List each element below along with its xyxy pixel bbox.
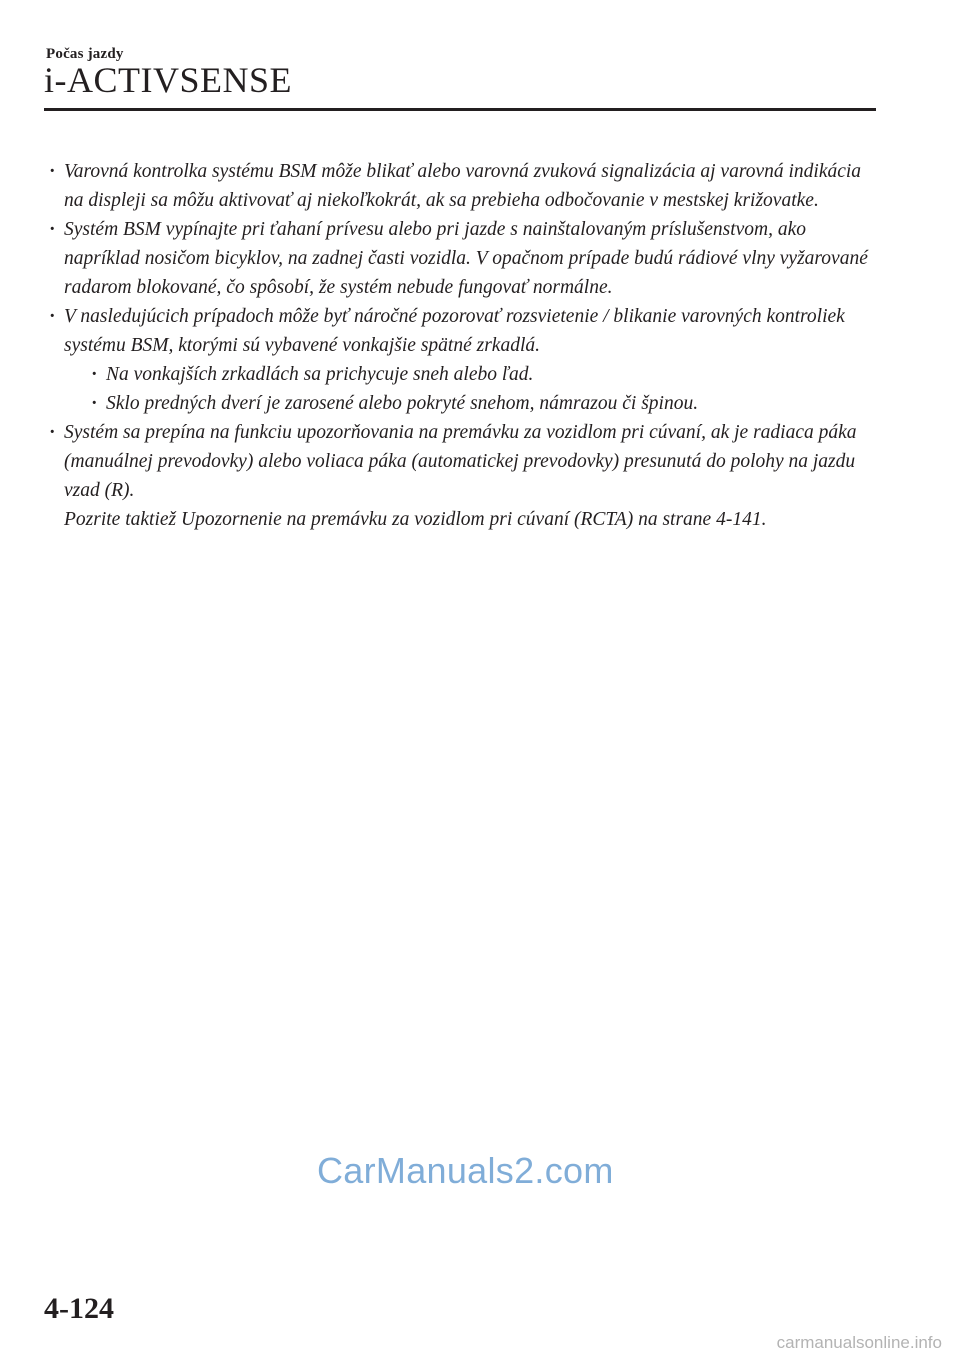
- chapter-title: i-ACTIVSENSE: [44, 60, 292, 100]
- list-item: [44, 215, 874, 302]
- list-item-text: Systém BSM vypínajte pri ťahaní prívesu alebo pri jazde s nainštalovaným príslušenstvom, ako napríklad nosičom bicyklov, na zadnej časti vozidla. V opačnom prípade budú rádiové vlny vyžarované radarom blokované, čo spôsobí, že systém nebude fungovať normálne.: [64, 219, 868, 298]
- sub-list-item-text: Sklo predných dverí je zarosené alebo pokryté snehom, námrazou či špinou.: [106, 393, 699, 414]
- list-item-text: V nasledujúcich prípadoch môže byť náročné pozorovať rozsvietenie / blikanie varovných kontroliek systému BSM, ktorými sú vybavené vonkajšie spätné zrkadlá.: [64, 306, 845, 356]
- sub-list-item: [86, 389, 874, 418]
- list-item-text: Varovná kontrolka systému BSM môže blikať alebo varovná zvuková signalizácia aj varovná indikácia na displeji sa môžu aktivovať aj niekoľkokrát, ak sa prebieha odbočovanie v mestskej križovatke.: [64, 161, 862, 211]
- site-watermark: carmanualsonline.info: [776, 1333, 942, 1352]
- page-number: 4-124: [44, 1292, 114, 1325]
- sub-list-item-text: Na vonkajších zrkadlách sa prichycuje sneh alebo ľad.: [106, 364, 534, 385]
- list-item-text: Systém sa prepína na funkciu upozorňovania na premávku za vozidlom pri cúvaní, ak je radiaca páka (manuálnej prevodovky) alebo voliaca páka (automatickej prevodovky) presunutá do polohy na jazdu vzad (R).: [64, 422, 857, 501]
- sub-list-item: [86, 360, 874, 389]
- section-label: Počas jazdy: [46, 46, 124, 62]
- bullet-list: [44, 157, 874, 534]
- title-rule: [44, 108, 876, 111]
- watermark-logo: CarManuals2.com: [317, 1150, 614, 1191]
- list-item: [44, 418, 874, 534]
- sub-bullet-list: [64, 360, 874, 418]
- list-item: [44, 302, 874, 418]
- list-item: [44, 157, 874, 215]
- cross-reference: Pozrite taktiež Upozornenie na premávku za vozidlom pri cúvaní (RCTA) na strane 4-141.: [64, 509, 767, 530]
- main-content: [44, 157, 874, 534]
